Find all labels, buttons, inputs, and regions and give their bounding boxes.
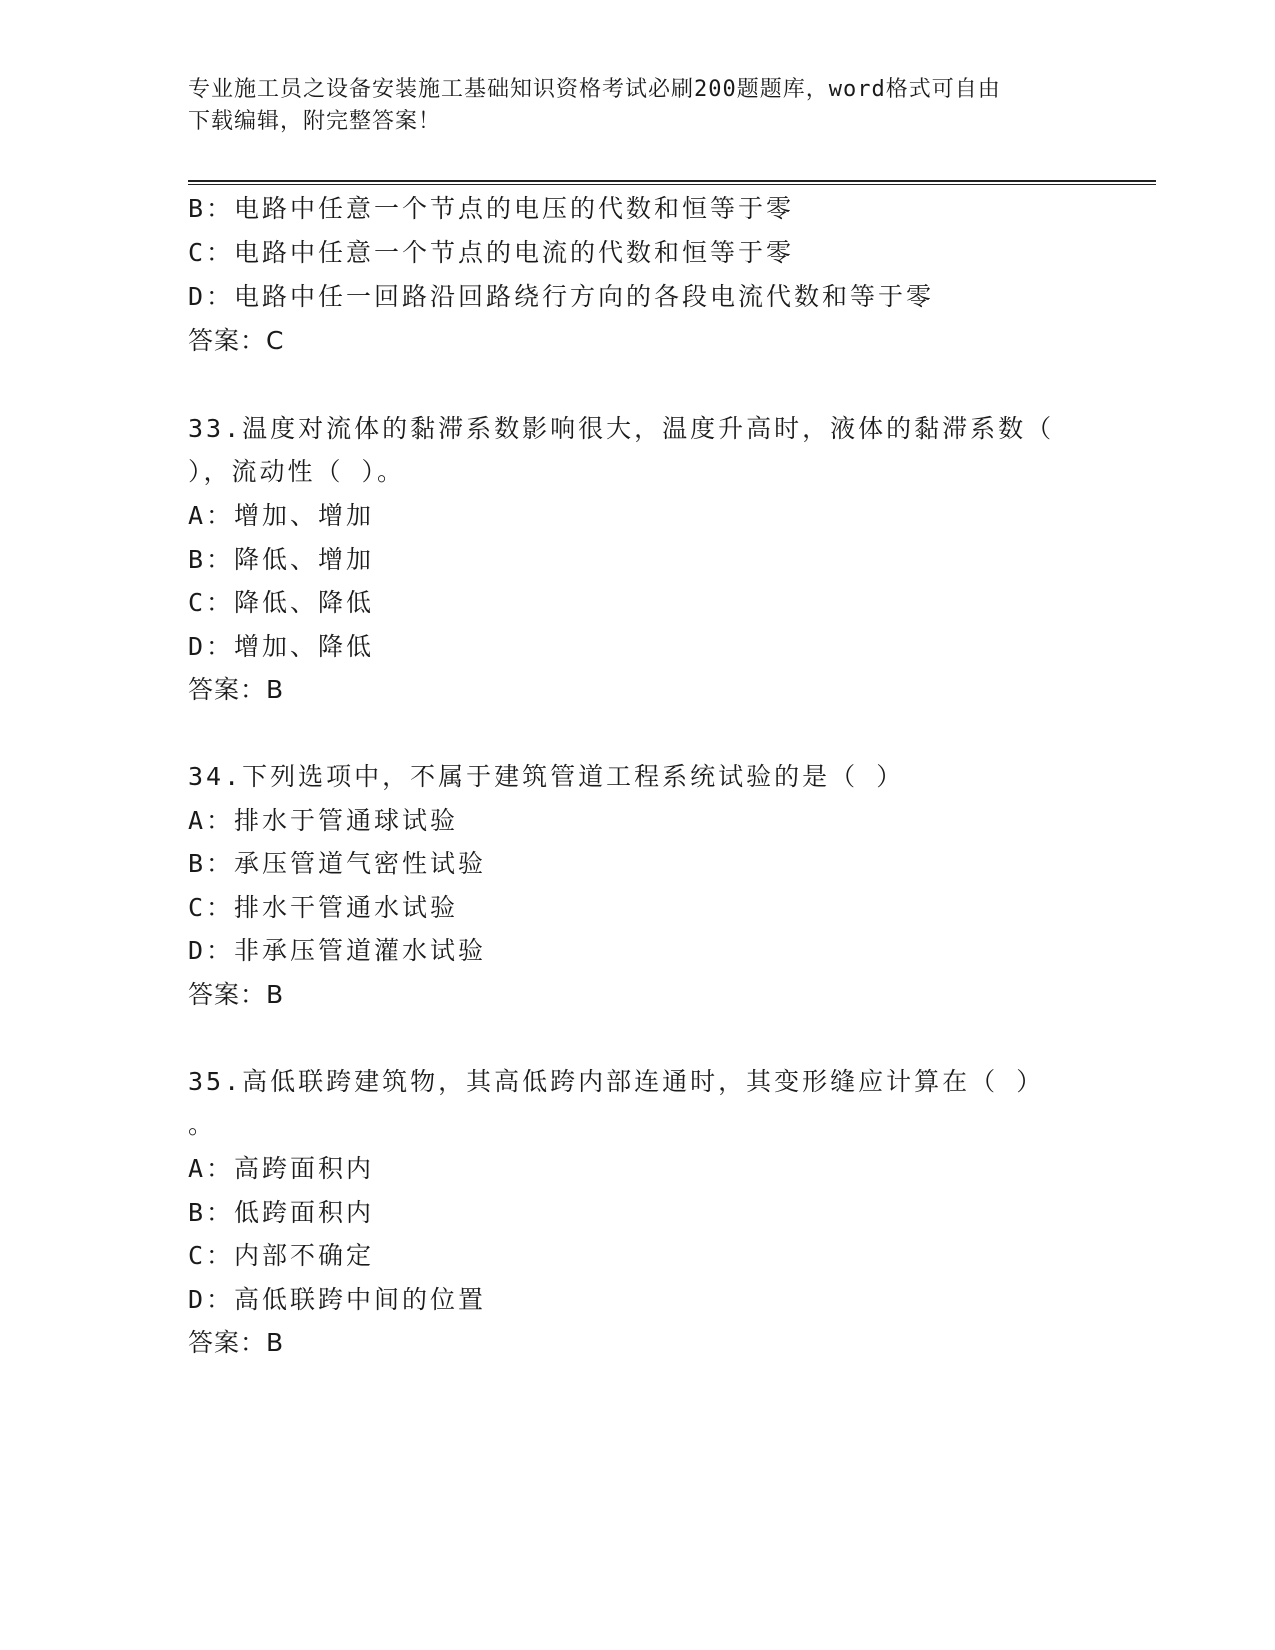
option-a: A：高跨面积内 (188, 1154, 375, 1183)
option-c: C：电路中任意一个节点的电流的代数和恒等于零 (188, 238, 795, 267)
question-stem-continued: ），流动性（ ）。 (188, 457, 406, 486)
answer: 答案：B (188, 1328, 285, 1357)
answer: 答案：B (188, 980, 285, 1009)
option-a: A：排水于管通球试验 (188, 806, 459, 835)
answer: 答案：C (188, 326, 285, 355)
option-d: D：高低联跨中间的位置 (188, 1285, 487, 1314)
option-c: C：排水干管通水试验 (188, 893, 459, 922)
header-line-2: 下载编辑，附完整答案！ (188, 109, 442, 134)
option-d: D：非承压管道灌水试验 (188, 936, 487, 965)
question-stem: 34.下列选项中，不属于建筑管道工程系统试验的是（ ） (188, 762, 905, 791)
question-stem: 33.温度对流体的黏滞系数影响很大，温度升高时，液体的黏滞系数（ (188, 414, 1055, 443)
header-divider-thick (188, 180, 1156, 182)
document-header (188, 74, 1088, 138)
option-b: B：电路中任意一个节点的电压的代数和恒等于零 (188, 194, 795, 223)
answer: 答案：B (188, 675, 285, 704)
option-b: B：承压管道气密性试验 (188, 849, 487, 878)
option-c: C：降低、降低 (188, 588, 375, 617)
option-a: A：增加、增加 (188, 501, 375, 530)
option-d: D：增加、降低 (188, 632, 375, 661)
option-c: C：内部不确定 (188, 1241, 375, 1270)
header-line-1: 专业施工员之设备安装施工基础知识资格考试必刷200题题库，word格式可自由 (188, 77, 1001, 102)
header-divider-thin (188, 184, 1156, 185)
option-b: B：低跨面积内 (188, 1198, 375, 1227)
option-d: D：电路中任一回路沿回路绕行方向的各段电流代数和等于零 (188, 282, 935, 311)
question-stem-continued: 。 (188, 1110, 217, 1139)
option-b: B：降低、增加 (188, 545, 375, 574)
question-stem: 35.高低联跨建筑物，其高低跨内部连通时，其变形缝应计算在（ ） (188, 1067, 1045, 1096)
